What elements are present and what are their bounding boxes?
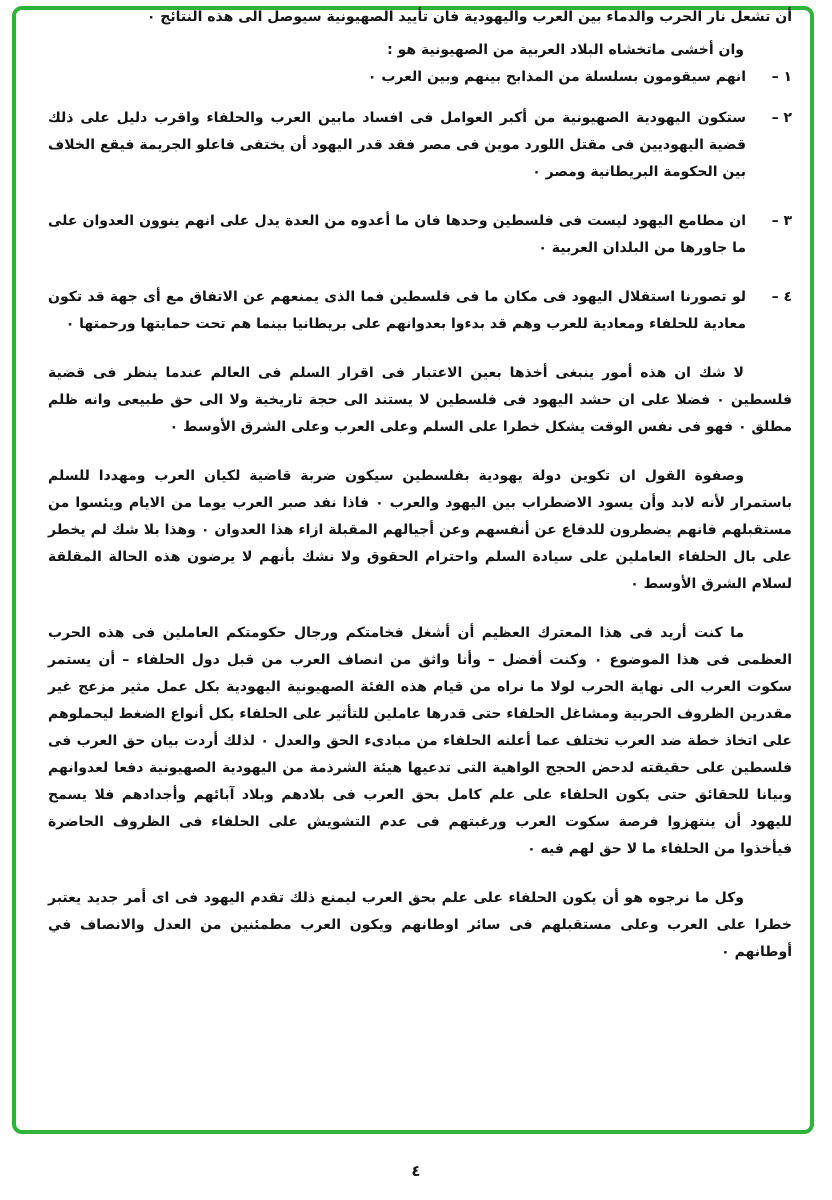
list-item (48, 208, 792, 262)
intro-paragraph: أن تشعل نار الحرب والدماء بين العرب واليهودية فان تأييد الصهيونية سيوصل الى هذه النتائج ٠ (146, 9, 792, 25)
body-paragraph: وكل ما نرجوه هو أن يكون الحلفاء على علم بحق العرب ليمنع ذلك تقدم اليهود فى اى أمر جديد يعتبر خطرا على العرب وعلى مستقبلهم فى سائر اوطانهم ويكون العرب مطمئنين من العدل والانصاف في أوطانهم ٠ (48, 890, 792, 960)
list-item (48, 64, 792, 91)
body-paragraph: لا شك ان هذه أمور ينبغى أخذها بعين الاعتبار فى اقرار السلم فى العالم عندما ينظر فى قضية فلسطين ٠ فضلا على ان حشد اليهود فى فلسطين لا يستند الى حجة تاريخية ولا الى حق طبيعى وانه ظلم مطلق ٠ فهو فى نفس الوقت يشكل خطرا على السلم وعلى العرب وعلى الشرق الأوسط ٠ (48, 365, 793, 435)
list-item (48, 284, 792, 338)
list-item-text: لو تصورنا استقلال اليهود فى مكان ما فى فلسطين فما الذى يمنعهم عن الاتفاق مع أى جهة قد تكون معادية للحلفاء ومعادية للعرب وهم قد بدءوا بعدوانهم على بريطانيا بينما هم تحت حمايتها ورحمتها ٠ (48, 289, 746, 332)
list-item (48, 105, 792, 186)
list-lead-paragraph: وان أخشى ماتخشاه البلاد العربية من الصهيونية هو : (387, 42, 744, 58)
list-item-number: ٢ – (771, 110, 792, 126)
list-item-number: ٣ – (771, 213, 792, 229)
page-number: ٤ (411, 1162, 421, 1180)
list-item-text: انهم سيقومون بسلسلة من المذابح بينهم وبين العرب ٠ (367, 69, 746, 85)
body-paragraph: وصفوة القول ان تكوين دولة يهودية بفلسطين سيكون ضربة قاضية لكيان العرب ومهددا للسلم باستمرار لأنه لابد وأن يسود الاضطراب بين اليهود والعرب ٠ فاذا نفد صبر العرب يوما من الايام ويئسوا من مستقبلهم فانهم يضطرون للدفاع عن أنفسهم وعن أجيالهم المقبلة ازاء هذا العدوان ٠ وهذا بلا شك لم يخطر على بال الحلفاء العاملين على سيادة السلم واحترام الحقوق ولا نشك بأنهم لا يرضون هذه الحالة المقلقة لسلام الشرق الأوسط ٠ (48, 468, 793, 592)
document-body (48, 4, 792, 966)
list-item-text: ستكون اليهودية الصهيونية من أكبر العوامل فى افساد مابين العرب والحلفاء واقرب دليل على ذلك قضية اليهوديين فى مقتل اللورد موين فى مصر فقد قدر اليهود أن يختفى فاعلو الجريمة فيقع الخلاف بين الحكومة البريطانية ومصر ٠ (48, 110, 746, 180)
list-item-text: ان مطامع اليهود ليست فى فلسطين وحدها فان ما أعدوه من العدة يدل على انهم ينوون العدوان على ما جاورها من البلدان العربية ٠ (48, 213, 746, 256)
list-item-number: ١ – (771, 69, 792, 85)
body-paragraph: ما كنت أريد فى هذا المعترك العظيم أن أشغل فخامتكم ورجال حكومتكم العاملين فى هذه الحرب العظمى فى هذا الموضوع ٠ وكنت أفضل – وأنا واثق من انصاف العرب من قبل دول الحلفاء – أن يستمر سكوت العرب الى نهاية الحرب لولا ما نراه من قيام هذه الفئة الصهيونية اليهودية بكل عمل مثير مزعج غير مقدرين الظروف الحربية ومشاغل الحلفاء حتى قدرها عاملين للتأثير على الحلفاء بكل أنواع الضغط ليحملوهم على اتخاذ خطة ضد العرب تختلف عما أعلنه الحلفاء من مبادىء الحق والعدل ٠ لذلك أردت بيان حق العرب فى فلسطين على حقيقته لدحض الحجج الواهية التى تدعيها هيئة الشرذمة من اليهودية الصهيونية دفعا لعدوانهم وبيانا للحقائق حتى يكون الحلفاء على علم كامل بحق العرب فى بلادهم وبلاد آبائهم وأجدادهم فلا يسمح لليهود أن ينتهزوا فرصة سكوت العرب ورغبتهم فى عدم التشويش على الحلفاء فى الظروف الحاضرة فيأخذوا من الحلفاء ما لا حق لهم فيه ٠ (48, 625, 792, 857)
list-item-number: ٤ – (771, 289, 792, 305)
